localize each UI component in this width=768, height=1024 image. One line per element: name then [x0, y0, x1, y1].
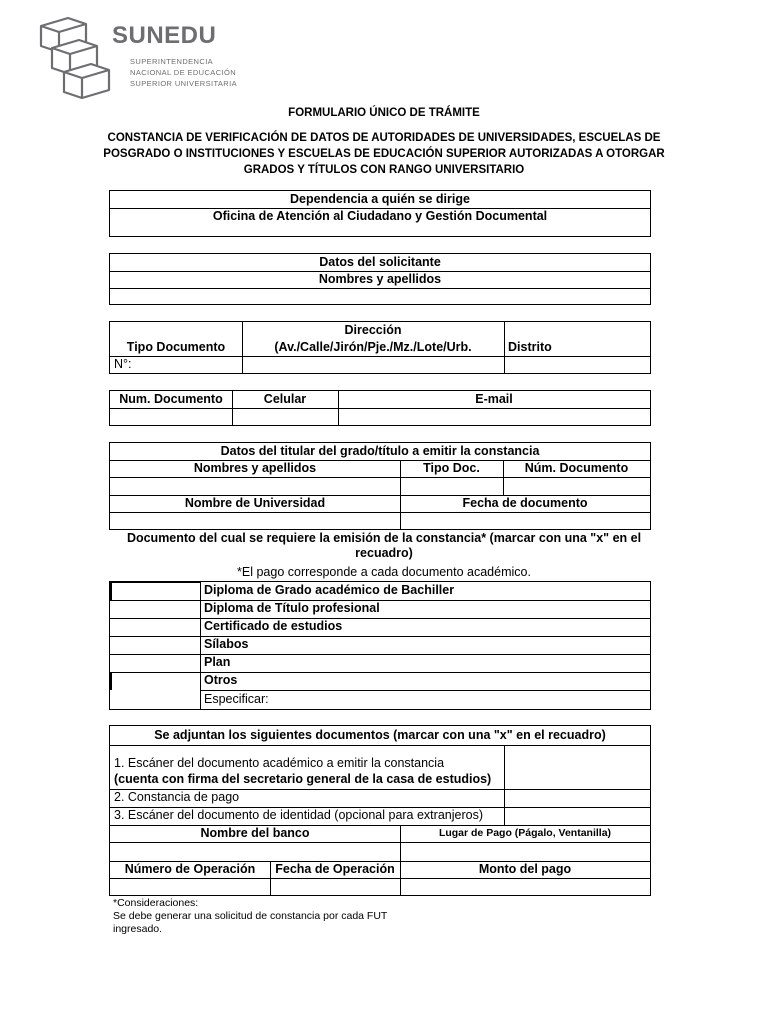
adjunto-checkbox[interactable]	[504, 807, 650, 825]
brand-name: SUNEDU	[112, 22, 217, 49]
dependencia-table	[109, 190, 651, 237]
numero-operacion-field[interactable]	[110, 878, 270, 895]
num-documento-label: Num. Documento	[119, 391, 223, 406]
option-label: Otros	[204, 673, 238, 688]
titular-names-field[interactable]	[110, 477, 400, 495]
numero-field[interactable]: N°:	[114, 356, 132, 371]
form-description-line: GRADOS Y TÍTULOS CON RANGO UNIVERSITARIO	[243, 164, 525, 176]
titular-heading: Datos del titular del grado/título a emitir la constancia	[220, 443, 540, 458]
form-title: FORMULARIO ÚNICO DE TRÁMITE	[288, 107, 480, 119]
universidad-label: Nombre de Universidad	[184, 495, 326, 510]
form-description-line: POSGRADO O INSTITUCIONES Y ESCUELAS DE EDUCACIÓN SUPERIOR AUTORIZADAS A OTORGAR	[103, 148, 665, 160]
fecha-operacion-label: Fecha de Operación	[275, 861, 395, 876]
option-checkbox[interactable]	[110, 582, 200, 600]
adjunto-item-3: 3. Escáner del documento de identidad (opcional para extranjeros)	[114, 808, 483, 823]
monto-pago-field[interactable]	[400, 878, 650, 895]
option-checkbox[interactable]	[110, 672, 200, 690]
option-label: Diploma de Grado académico de Bachiller	[204, 583, 455, 598]
documento-options-table	[109, 581, 651, 710]
dependencia-value: Oficina de Atención al Ciudadano y Gestión Documental	[212, 208, 548, 223]
email-label: E-mail	[475, 391, 513, 406]
adjunto-item-1: 1. Escáner del documento académico a emitir la constancia	[114, 756, 445, 770]
titular-table	[109, 442, 651, 530]
adjuntos-heading: Se adjuntan los siguientes documentos (marcar con una "x" en el recuadro)	[154, 727, 606, 742]
tipo-doc-field[interactable]	[400, 477, 503, 495]
adjunto-item-2: 2. Constancia de pago	[114, 790, 240, 805]
titular-names-label: Nombres y apellidos	[193, 460, 317, 475]
monto-pago-label: Monto del pago	[478, 861, 572, 876]
direccion-field[interactable]	[242, 356, 504, 373]
direccion-label: Dirección	[344, 322, 402, 337]
brand-subtitle-line: SUPERIOR UNIVERSITARIA	[130, 79, 238, 88]
dependencia-heading: Dependencia a quién se dirige	[290, 191, 470, 206]
documento-heading-cont: recuadro)	[355, 546, 413, 560]
solicitante-table	[109, 253, 651, 305]
fecha-operacion-field[interactable]	[270, 878, 400, 895]
brand-subtitle-line: SUPERINTENDENCIA	[130, 57, 214, 66]
sunedu-logo	[38, 16, 238, 108]
option-checkbox[interactable]	[110, 654, 200, 672]
option-label: Certificado de estudios	[204, 619, 343, 634]
contacto-table	[109, 390, 651, 426]
fecha-documento-label: Fecha de documento	[462, 495, 588, 510]
solicitante-heading: Datos del solicitante	[319, 254, 441, 269]
email-field[interactable]	[338, 408, 650, 425]
option-label: Diploma de Título profesional	[204, 601, 380, 616]
option-label: Plan	[204, 655, 231, 670]
celular-label: Celular	[263, 391, 307, 406]
distrito-label: Distrito	[508, 339, 552, 354]
banco-field[interactable]	[110, 842, 400, 861]
option-checkbox[interactable]	[110, 618, 200, 636]
direccion-hint: (Av./Calle/Jirón/Pje./Mz./Lote/Urb.	[274, 339, 472, 354]
lugar-pago-label: Lugar de Pago (Págalo, Ventanilla)	[438, 826, 612, 839]
direccion-table	[109, 321, 651, 374]
adjunto-checkbox[interactable]	[504, 745, 650, 789]
fecha-documento-field[interactable]	[400, 512, 650, 529]
option-checkbox[interactable]	[110, 600, 200, 618]
titular-num-documento-label: Núm. Documento	[524, 460, 629, 475]
lugar-pago-field[interactable]	[400, 842, 650, 861]
consideraciones-text: Se debe generar una solicitud de constancia por cada FUT	[113, 910, 388, 922]
consideraciones-text: ingresado.	[113, 923, 163, 935]
banco-label: Nombre del banco	[200, 825, 310, 840]
adjunto-checkbox[interactable]	[504, 789, 650, 807]
form-description-line: CONSTANCIA DE VERIFICACIÓN DE DATOS DE AUTORIDADES DE UNIVERSIDADES, ESCUELAS DE	[107, 132, 661, 144]
universidad-field[interactable]	[110, 512, 400, 529]
stacked-boxes-logo-icon	[38, 16, 118, 108]
especificar-field[interactable]: Especificar:	[204, 691, 269, 706]
solicitante-names-label: Nombres y apellidos	[318, 271, 442, 286]
option-checkbox[interactable]	[110, 636, 200, 654]
adjuntos-table	[109, 725, 651, 896]
tipo-doc-label: Tipo Doc.	[423, 460, 480, 475]
solicitante-names-field[interactable]	[110, 288, 650, 304]
distrito-field[interactable]	[504, 356, 650, 373]
celular-field[interactable]	[232, 408, 338, 425]
tipo-documento-label: Tipo Documento	[126, 339, 226, 354]
num-documento-field[interactable]	[110, 408, 232, 425]
option-label: Sílabos	[204, 637, 249, 652]
numero-operacion-label: Número de Operación	[124, 861, 256, 876]
pago-note: *El pago corresponde a cada documento académico.	[237, 565, 531, 579]
adjunto-item-1-note: (cuenta con firma del secretario general de la casa de estudios)	[114, 772, 492, 786]
titular-num-documento-field[interactable]	[503, 477, 650, 495]
brand-subtitle-line: NACIONAL DE EDUCACIÓN	[130, 68, 237, 77]
consideraciones-heading: *Consideraciones:	[113, 897, 199, 909]
documento-heading: Documento del cual se requiere la emisión de la constancia* (marcar con una "x" en el	[126, 531, 642, 545]
